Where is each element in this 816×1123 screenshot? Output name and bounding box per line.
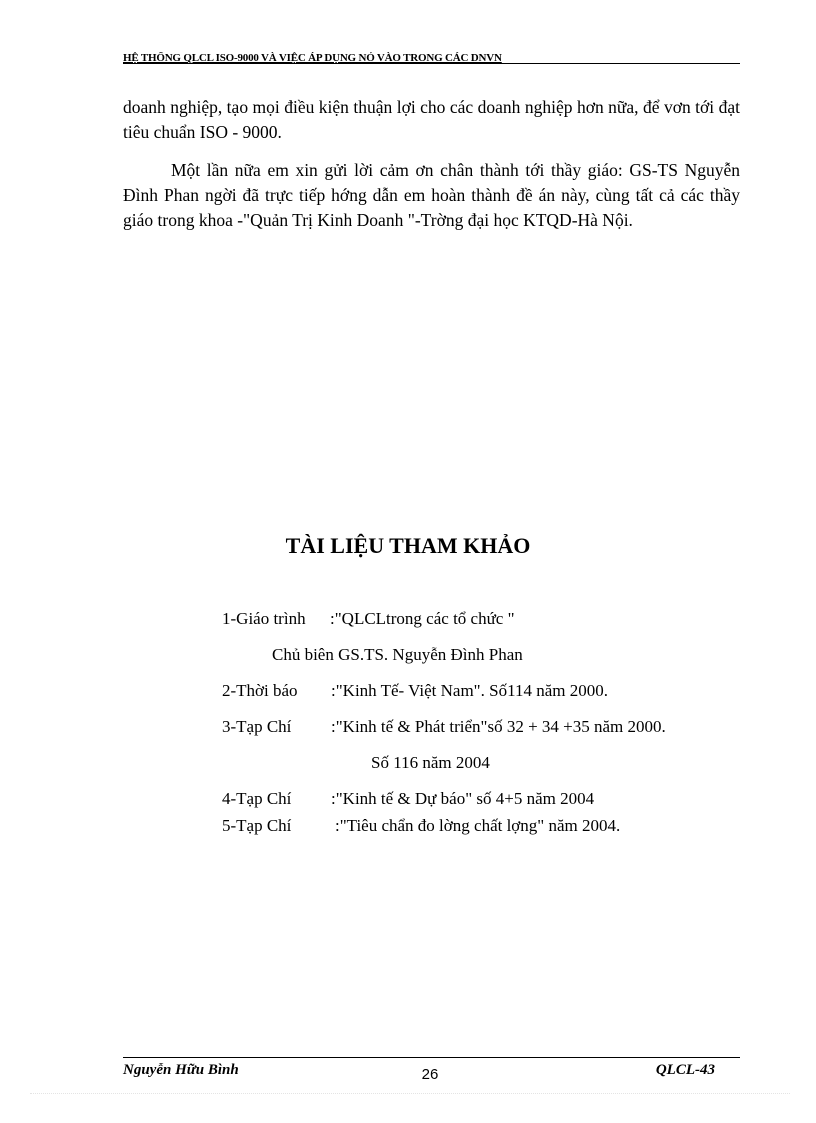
reference-text: Số 116 năm 2004 bbox=[371, 753, 490, 772]
reference-text: Chủ biên GS.TS. Nguyễn Đình Phan bbox=[272, 645, 523, 664]
reference-text: :"QLCLtrong các tổ chức " bbox=[330, 609, 515, 628]
reference-item-5 bbox=[222, 816, 620, 836]
body-paragraph-1: doanh nghiệp, tạo mọi điều kiện thuận lợi cho các doanh nghiệp hơn nữa, để vơn tới đạt tiêu chuẩn ISO - 9000. bbox=[123, 97, 740, 142]
page-edge-divider bbox=[30, 1093, 790, 1094]
reference-text: :"Kinh tế & Dự báo" số 4+5 năm 2004 bbox=[331, 789, 595, 808]
reference-label: 4-Tạp Chí bbox=[222, 789, 292, 808]
footer-class-code: QLCL-43 bbox=[655, 1062, 715, 1078]
reference-item-4 bbox=[222, 789, 594, 809]
reference-item-2 bbox=[222, 681, 608, 701]
reference-text: :"Tiêu chẩn đo lờng chất lợng" năm 2004. bbox=[335, 816, 621, 835]
reference-label: 1-Giáo trình bbox=[222, 609, 306, 628]
running-header: HỆ THỐNG QLCL ISO-9000 VÀ VIỆC ÁP DỤNG NÓ VÀO TRONG CÁC DNVN bbox=[123, 52, 502, 64]
reference-text: :"Kinh Tế- Việt Nam". Số114 năm 2000. bbox=[331, 681, 608, 700]
reference-label: 2-Thời báo bbox=[222, 681, 298, 700]
references-title: TÀI LIỆU THAM KHẢO bbox=[285, 533, 531, 558]
reference-item-3-continuation bbox=[371, 753, 490, 773]
reference-item-3 bbox=[222, 717, 666, 737]
reference-item-1 bbox=[222, 609, 515, 629]
page-number: 26 bbox=[421, 1066, 439, 1083]
reference-item-1-continuation bbox=[272, 645, 523, 665]
reference-label: 5-Tạp Chí bbox=[222, 816, 292, 835]
reference-text: :"Kinh tế & Phát triển"số 32 + 34 +35 năm 2000. bbox=[331, 717, 666, 736]
footer-rule bbox=[123, 1057, 740, 1058]
header-rule bbox=[123, 63, 740, 64]
footer-author: Nguyễn Hữu Bình bbox=[123, 1062, 239, 1078]
reference-label: 3-Tạp Chí bbox=[222, 717, 292, 736]
body-paragraph-2: Một lần nữa em xin gửi lời cảm ơn chân thành tới thầy giáo: GS-TS Nguyễn Đình Phan ngời đã trực tiếp hớng dẫn em hoàn thành đề án này, cùng tất cả các thầy giáo trong khoa -"Quản Trị Kinh Doanh "-Trờng đại học KTQD-Hà Nội. bbox=[123, 160, 740, 230]
